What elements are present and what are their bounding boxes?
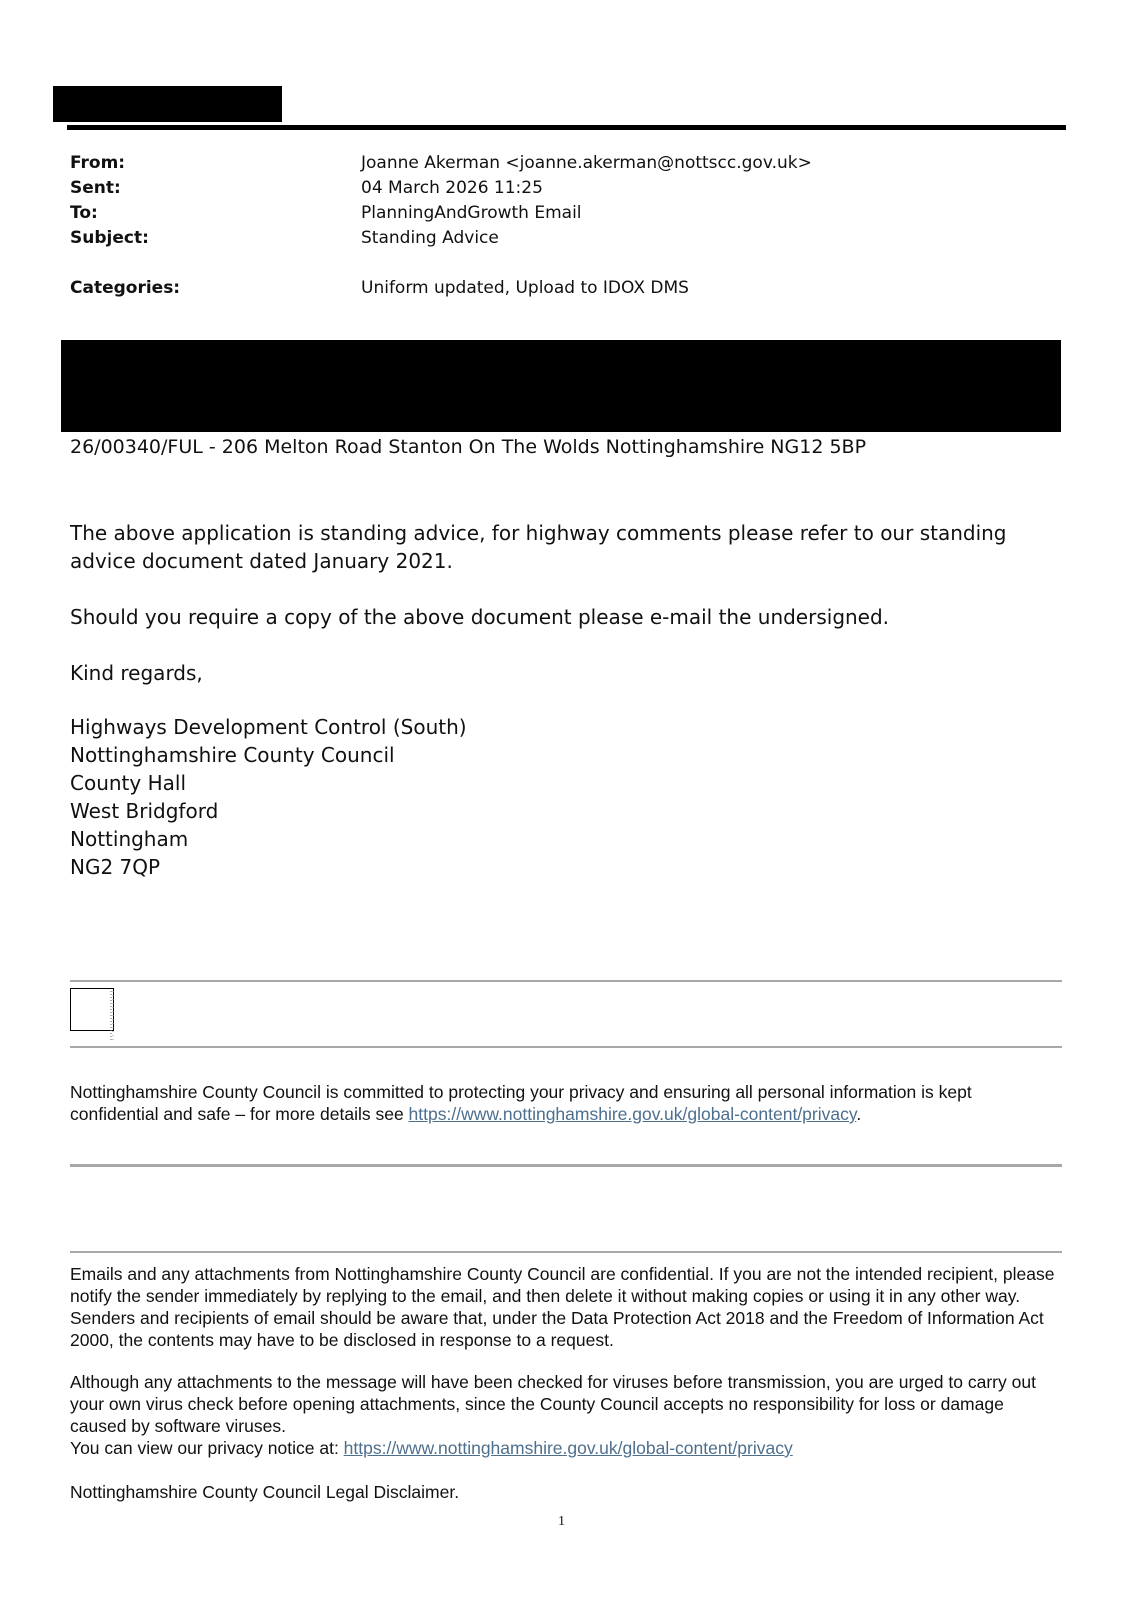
signature-line: West Bridgford xyxy=(70,799,219,823)
privacy-link[interactable]: https://www.nottinghamshire.gov.uk/global-content/privacy xyxy=(408,1104,857,1124)
divider xyxy=(70,1046,1062,1048)
signature-line: NG2 7QP xyxy=(70,855,161,879)
from-value: Joanne Akerman <joanne.akerman@nottscc.gov.uk> xyxy=(361,153,812,173)
privacy-prefix: You can view our privacy notice at: xyxy=(70,1438,344,1458)
broken-image-icon xyxy=(70,988,114,1031)
disclaimer-paragraph-1: Emails and any attachments from Nottinghamshire County Council are confidential. If you are not the intended recipient, please notify the sender immediately by replying to the email, and then delete it without making copies or using it in any other way. Senders and recipients of email should be aware that, under the Data Protection Act 2018 and the Freedom of Information Act 2000, the contents may have to be disclosed in response to a request. xyxy=(70,1264,1055,1350)
privacy-notice-text: Nottinghamshire County Council is committed to protecting your privacy and ensuring all personal information is kept confidential and safe – for more details see xyxy=(70,1082,972,1124)
divider xyxy=(70,1251,1062,1253)
page-number: 1 xyxy=(558,1514,565,1529)
header-rule xyxy=(67,125,1066,130)
signature-line: County Hall xyxy=(70,771,186,795)
privacy-notice-link[interactable]: https://www.nottinghamshire.gov.uk/global-content/privacy xyxy=(343,1438,793,1458)
privacy-notice-line xyxy=(70,1437,1065,1459)
redacted-block xyxy=(61,340,1061,432)
sent-value: 04 March 2026 11:25 xyxy=(361,178,543,198)
subject-label: Subject: xyxy=(70,228,149,248)
signature-line: Highways Development Control (South) xyxy=(70,715,467,739)
broken-image-detail xyxy=(107,989,117,1044)
privacy-notice xyxy=(70,1081,1065,1125)
signature-line: Nottingham xyxy=(70,827,189,851)
legal-disclaimer: Nottinghamshire County Council Legal Disclaimer. xyxy=(70,1482,460,1502)
sent-label: Sent: xyxy=(70,178,121,198)
body-paragraph-1: The above application is standing advice, for highway comments please refer to our standing advice document dated January 2021. xyxy=(70,521,1007,573)
body-paragraph-2: Should you require a copy of the above document please e-mail the undersigned. xyxy=(70,605,890,629)
categories-label: Categories: xyxy=(70,278,181,298)
redacted-sender-name xyxy=(53,86,282,122)
from-label: From: xyxy=(70,153,126,173)
application-reference: 26/00340/FUL - 206 Melton Road Stanton On The Wolds Nottinghamshire NG12 5BP xyxy=(70,436,867,458)
to-value: PlanningAndGrowth Email xyxy=(361,203,582,223)
signature-line: Nottinghamshire County Council xyxy=(70,743,395,767)
categories-value: Uniform updated, Upload to IDOX DMS xyxy=(361,278,689,298)
privacy-notice-suffix: . xyxy=(856,1104,862,1124)
disclaimer-paragraph-2: Although any attachments to the message will have been checked for viruses before transmission, you are urged to carry out your own virus check before opening attachments, since the County Council accepts no responsibility for loss or damage caused by software viruses. xyxy=(70,1372,1036,1436)
to-label: To: xyxy=(70,203,98,223)
divider xyxy=(70,980,1062,982)
closing-line: Kind regards, xyxy=(70,661,203,685)
subject-value: Standing Advice xyxy=(361,228,499,248)
divider xyxy=(70,1164,1062,1167)
